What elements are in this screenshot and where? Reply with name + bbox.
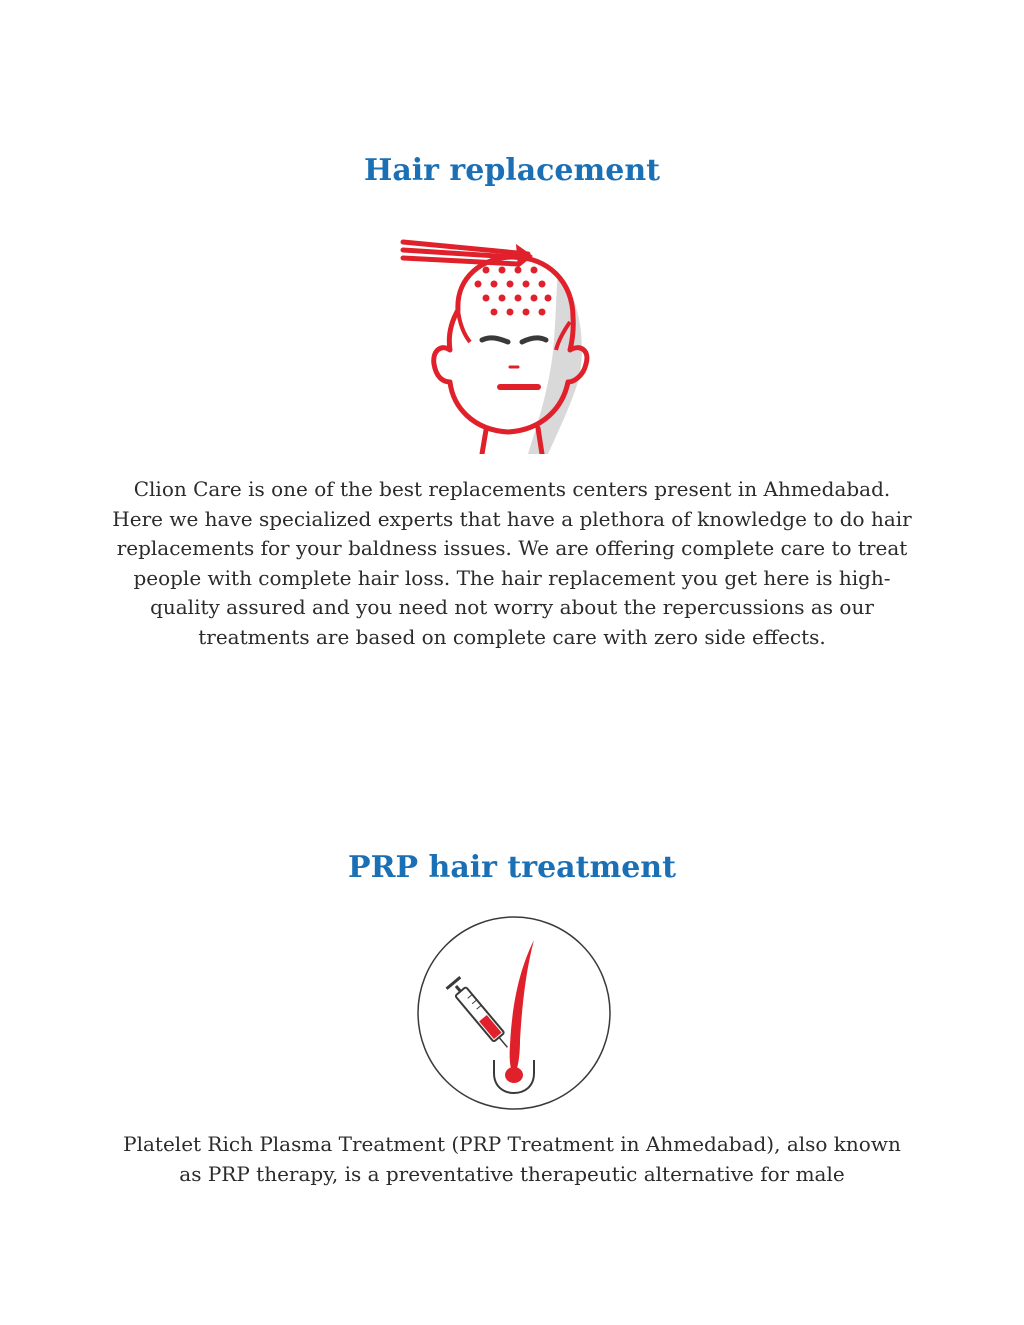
hair-replacement-description: Clion Care is one of the best replacements centers present in Ahmedabad. Here we have specialized experts that have a plethora of knowledge to do hair replacements for your baldness issues. We are offering complete care to treat people with complete hair loss. The hair replacement you get here is high-quality assured and you need not worry about the repercussions as our treatments are based on complete care with zero side effects. [112,477,912,649]
prp-injection-follicle-icon [414,915,614,1115]
hair-transplant-head-icon [398,232,618,454]
section-title-hair-replacement: Hair replacement [364,153,660,188]
section-title-prp-hair-treatment: PRP hair treatment [348,850,676,885]
prp-treatment-description: Platelet Rich Plasma Treatment (PRP Treatment in Ahmedabad), also known as PRP therapy, is a preventative therapeutic alternative for male [123,1132,901,1186]
